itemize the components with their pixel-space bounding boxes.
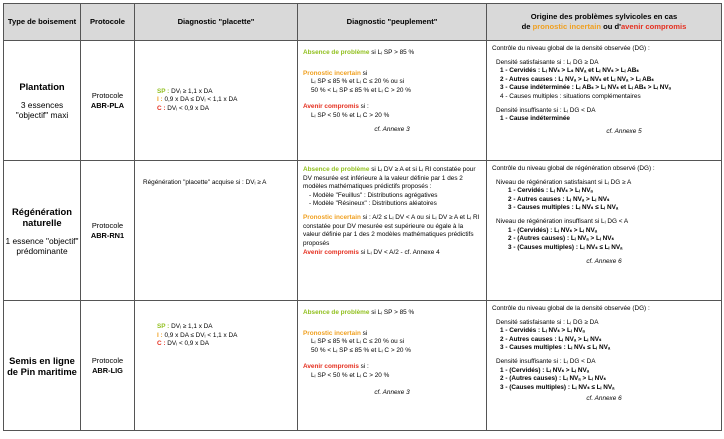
c-text: DVᵢ < 0,9 x DA <box>165 340 209 348</box>
header-origine-pi: pronostic incertain <box>532 22 601 31</box>
placette-cell <box>135 161 298 301</box>
i-label: I : <box>157 96 163 104</box>
abs-label: Absence de problème <box>303 309 370 316</box>
annex-ref: cf. Annexe 5 <box>606 127 642 135</box>
pi-label: Pronostic incertain <box>303 69 361 77</box>
annex-ref: cf. Annexe 6 <box>586 395 622 403</box>
placette-sp <box>157 88 297 97</box>
abs-line <box>303 166 481 192</box>
sp-label: SP : <box>157 323 170 330</box>
pi-text: si <box>360 329 368 337</box>
i-text: 0,9 x DA ≤ DVᵢ < 1,1 x DA <box>162 331 238 339</box>
pi-cond1: Lᵢ SP ≤ 85 % et Lᵢ C ≤ 20 % ou si <box>311 338 405 346</box>
origine-ok-title: Niveau de régénération satisfaisant si Lᵢ DG ≥ A <box>496 178 632 186</box>
header-peuplement: Diagnostic "peuplement" <box>298 4 487 41</box>
origine-item: 2 - (Autres causes) : Lᵢ NVₐ > Lᵢ NVₛ <box>508 235 614 243</box>
origine-cell <box>487 41 722 161</box>
type-title: Semis en ligne de Pin maritime <box>7 354 77 377</box>
placette-c <box>157 105 297 114</box>
header-origine-line2 <box>487 22 721 32</box>
ac-cond1: Lᵢ SP < 50 % et Lᵢ C > 20 % <box>311 371 390 379</box>
ac-text: si Lᵢ DV < A/2 - cf. Annexe 4 <box>358 249 440 257</box>
i-text: 0,9 x DA ≤ DVᵢ < 1,1 x DA <box>162 96 238 104</box>
origine-item: 1 - (Cervidés) : Lᵢ NVₛ > Lᵢ NVₐ <box>508 226 598 234</box>
origine-title: Contrôle du niveau global de régénération observé (DG) : <box>492 165 655 172</box>
origine-item: 3 - Causes multiples : Lᵢ NVₛ ≤ Lᵢ NVₐ <box>508 204 619 212</box>
pi-line <box>303 330 481 339</box>
annex-ref: cf. Annexe 3 <box>374 125 410 133</box>
protocole-code: ABR-RN1 <box>90 230 125 240</box>
type-title: Régénération naturelle <box>12 205 72 228</box>
origine-ko-title: Densité insuffisante si : Lᵢ DG < DA <box>496 357 596 365</box>
origine-item: 1 - Cervidés : Lᵢ NVₛ > Lᵢ NVₐ <box>500 327 585 335</box>
origine-item: 3 - (Causes multiples) : Lᵢ NVₛ ≤ Lᵢ NVₐ <box>508 243 623 251</box>
origine-item: 1 - Cervidés : Lᵢ NVₛ > Lᵢ NVₐ <box>508 187 593 195</box>
type-subtitle: 3 essences "objectif" maxi <box>15 100 69 120</box>
pi-text: si : A/2 ≤ Lᵢ DV < A ou si Lᵢ DV ≥ A et Lᵢ RI constatée pour DV mesurée est supérieure ou égale à la valeur définie par 1 des 2 modèles mathématiques prédictifs proposés <box>303 213 480 247</box>
origine-item: 2 - Autres causes : Lᵢ NVₐ > Lᵢ NVₛ et Lᵢ NVₐ > Lᵢ ABₛ <box>500 75 654 83</box>
type-cell <box>4 301 81 431</box>
origine-item: 1 - Cause indéterminée <box>500 115 570 123</box>
annex-ref: cf. Annexe 3 <box>374 388 410 396</box>
origine-item: 1 - Cervidés : Lᵢ NVₛ > Lₛ NVₐ et Lᵢ NVₛ > Lᵢ ABₛ <box>500 67 639 75</box>
type-subtitle: 1 essence "objectif" prédominante <box>5 235 79 256</box>
header-type: Type de boisement <box>4 4 81 41</box>
row-semis <box>4 301 722 431</box>
origine-cell <box>487 161 722 301</box>
origine-ko-title: Niveau de régénération insuffisant si Lᵢ DG < A <box>496 217 629 225</box>
model-resineux: - Modèle "Résineux" : Distributions aléatoires <box>309 200 437 208</box>
origine-cell <box>487 301 722 431</box>
origine-item: 1 - (Cervidés) : Lᵢ NVₛ > Lᵢ NVₐ <box>500 366 590 374</box>
origine-ok-title: Densité satisfaisante si : Lᵢ DG ≥ DA <box>496 318 599 326</box>
model-feuillus: - Modèle "Feuillus" : Distributions agrégatives <box>309 191 438 199</box>
abs-line <box>303 49 481 58</box>
header-origine-ac: avenir compromis <box>620 22 687 31</box>
pi-line <box>303 70 481 79</box>
abs-label: Absence de problème <box>303 49 370 56</box>
header-origine-line1: Origine des problèmes sylvicoles en cas <box>530 12 678 21</box>
pi-cond2: 50 % < Lᵢ SP ≤ 85 % et Lᵢ C > 20 % <box>311 346 411 354</box>
pi-cond2: 50 % < Lᵢ SP ≤ 85 % et Lᵢ C > 20 % <box>311 86 411 94</box>
protocole-cell <box>81 161 135 301</box>
annex-ref: cf. Annexe 6 <box>586 258 622 266</box>
sp-text: DVᵢ ≥ 1,1 x DA <box>169 323 213 330</box>
origine-ok-title: Densité satisfaisante si : Lᵢ DG ≥ DA <box>496 58 599 66</box>
protocole-cell <box>81 41 135 161</box>
origine-title: Contrôle du niveau global de la densité observée (DG) : <box>492 305 650 312</box>
origine-item: 3 - Cause indéterminée : Lᵢ ABₛ > Lᵢ NVₛ et Lᵢ ABₛ > Lᵢ NVₐ <box>500 84 672 92</box>
origine-item: 2 - (Autres causes) : Lᵢ NVₐ > Lᵢ NVₛ <box>500 375 606 383</box>
type-cell <box>4 41 81 161</box>
pi-line <box>303 214 481 248</box>
abs-text: si Lᵢ SP > 85 % <box>369 309 415 316</box>
header-origine-ou: ou d' <box>600 22 621 31</box>
ac-line <box>303 363 481 372</box>
protocole-cell <box>81 301 135 431</box>
pi-text: si <box>360 69 368 77</box>
ac-label: Avenir compromis <box>303 363 359 371</box>
header-protocole: Protocole <box>81 4 135 41</box>
abs-line <box>303 309 481 318</box>
row-plantation <box>4 41 722 161</box>
ac-line <box>303 249 481 258</box>
peuplement-cell <box>298 41 487 161</box>
pi-label: Pronostic incertain <box>303 329 361 337</box>
header-row <box>4 4 722 41</box>
c-label: C : <box>157 104 166 112</box>
placette-sp <box>157 323 291 332</box>
ac-label: Avenir compromis <box>303 249 359 257</box>
origine-title: Contrôle du niveau global de la densité observée (DG) : <box>492 45 650 52</box>
c-label: C : <box>157 340 166 348</box>
type-title: Plantation <box>19 81 65 92</box>
sp-text: DVᵢ ≥ 1,1 x DA <box>169 87 213 95</box>
peuplement-cell <box>298 301 487 431</box>
diagnostic-table <box>3 3 722 431</box>
row-regeneration <box>4 161 722 301</box>
abs-text: si Lᵢ SP > 85 % <box>369 49 415 56</box>
abs-label: Absence de problème <box>303 166 370 173</box>
type-cell <box>4 161 81 301</box>
origine-item: 2 - Autres causes : Lᵢ NVₐ > Lᵢ NVₛ <box>508 195 610 203</box>
placette-i <box>157 332 291 341</box>
protocole-label: Protocole <box>91 355 124 365</box>
ac-line <box>303 103 481 112</box>
pi-label: Pronostic incertain <box>303 213 361 221</box>
ac-label: Avenir compromis <box>303 103 359 111</box>
abs-text: si Lᵢ DV ≥ A et si Lᵢ RI constatée pour DV mesurée est inférieure à la valeur définie par 1 des 2 modèles mathématiques prédictifs proposés : <box>303 166 476 191</box>
c-text: DVᵢ < 0,9 x DA <box>165 104 209 112</box>
protocole-code: ABR-LIG <box>92 365 123 375</box>
origine-ko-title: Densité insuffisante si : Lᵢ DG < DA <box>496 106 596 114</box>
sp-label: SP : <box>157 87 170 95</box>
placette-cell <box>135 301 298 431</box>
placette-i <box>157 96 297 105</box>
protocole-code: ABR-PLA <box>90 100 125 110</box>
ac-text: si : <box>358 103 369 111</box>
header-origine <box>487 4 722 41</box>
ac-cond1: Lᵢ SP < 50 % et Lᵢ C > 20 % <box>311 111 390 119</box>
pi-cond1: Lᵢ SP ≤ 85 % et Lᵢ C ≤ 20 % ou si <box>311 78 405 86</box>
protocole-label: Protocole <box>91 220 124 230</box>
placette-text: Régénération "placette" acquise si : DVᵢ ≥ A <box>143 179 267 186</box>
origine-item: 3 - (Causes multiples) : Lᵢ NVₛ ≤ Lᵢ NVₐ <box>500 383 615 391</box>
origine-item: 4 - Causes multiples : situations complémentaires <box>500 92 641 100</box>
protocole-label: Protocole <box>91 90 124 100</box>
peuplement-cell <box>298 161 487 301</box>
header-placette: Diagnostic "placette" <box>135 4 298 41</box>
origine-item: 2 - Autres causes : Lᵢ NVₐ > Lᵢ NVₛ <box>500 335 602 343</box>
i-label: I : <box>157 331 163 339</box>
placette-cell <box>135 41 298 161</box>
origine-item: 3 - Causes multiples : Lᵢ NVₛ ≤ Lᵢ NVₐ <box>500 344 611 352</box>
placette-c <box>157 340 291 349</box>
header-origine-de: de <box>521 22 533 31</box>
ac-text: si : <box>358 363 369 371</box>
